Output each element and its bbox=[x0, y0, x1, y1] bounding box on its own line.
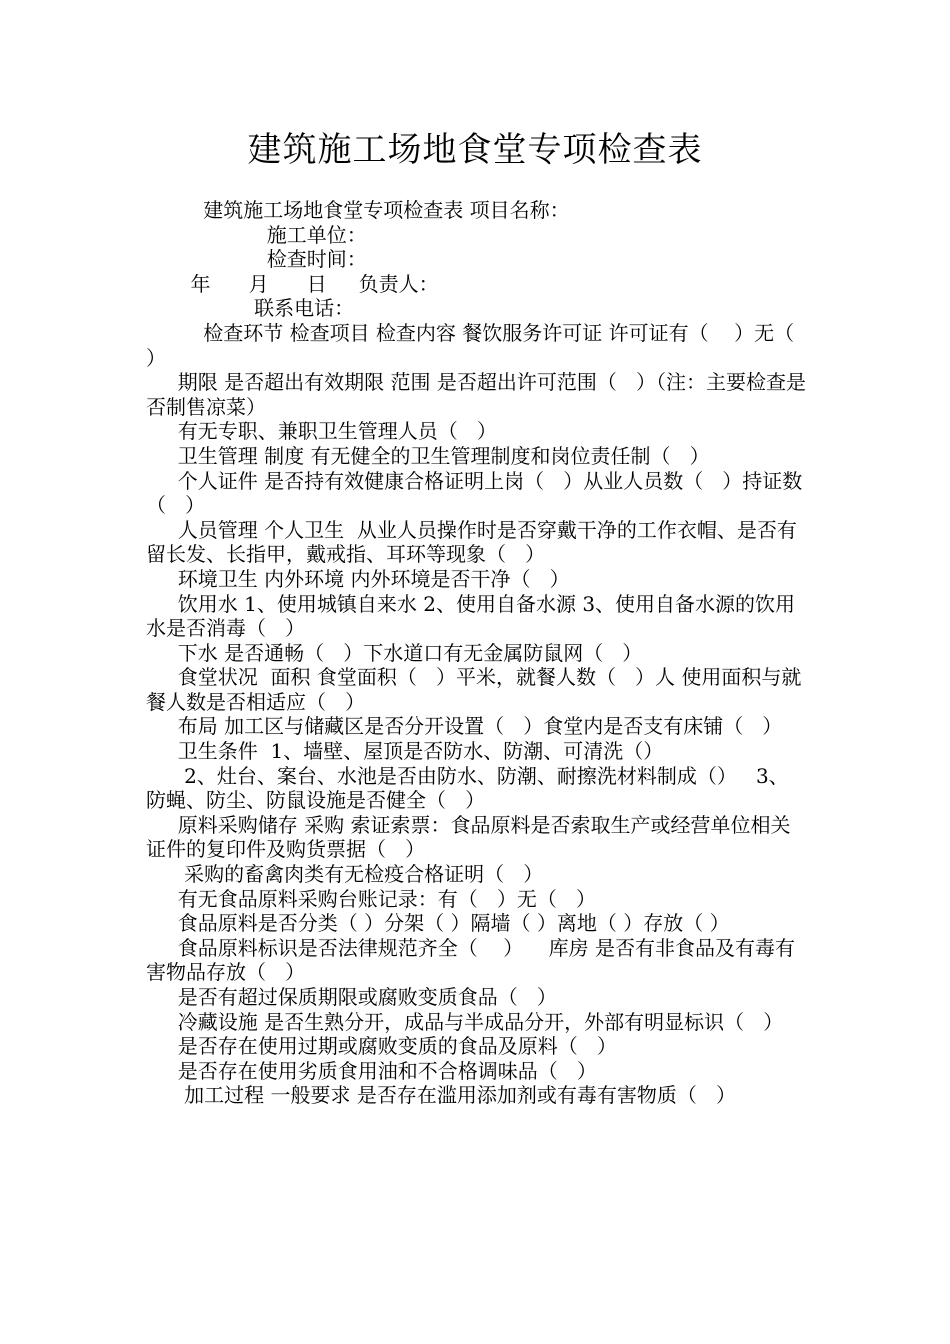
document-title: 建筑施工场地食堂专项检查表 bbox=[247, 130, 703, 170]
body-line: 卫生条件 1、墙壁、屋顶是否防水、防潮、可清洗（） bbox=[146, 739, 664, 764]
body-line: 布局 加工区与储藏区是否分开设置（ ）食堂内是否支有床铺（ ） bbox=[146, 714, 783, 739]
body-line: 年 月 日 负责人： bbox=[146, 271, 439, 296]
body-line: 是否有超过保质期限或腐败变质食品（ ） bbox=[146, 985, 557, 1009]
document-body bbox=[146, 198, 814, 1108]
body-line: 是否存在使用劣质食用油和不合格调味品（ ） bbox=[146, 1058, 597, 1083]
body-line: 检查时间： bbox=[146, 247, 367, 272]
body-line: 食品原料是否分类（ ）分架（ ）隔墙（ ）离地（ ）存放（ ） bbox=[146, 911, 730, 936]
body-line: 食堂状况 面积 食堂面积（ ）平米，就餐人数（ ）人 使用面积与就餐人数是否相适应（ ） bbox=[146, 665, 802, 714]
body-line: 人员管理 个人卫生 从业人员操作时是否穿戴干净的工作衣帽、是否有留长发、长指甲，戴戒指、耳环等现象（ ） bbox=[146, 517, 797, 567]
body-line: 采购的畜禽肉类有无检疫合格证明（ ） bbox=[146, 862, 544, 887]
body-line: 检查环节 检查项目 检查内容 餐饮服务许可证 许可证有（ ）无（ ） bbox=[146, 320, 814, 370]
body-line: 建筑施工场地食堂专项检查表 项目名称： bbox=[146, 198, 570, 222]
body-line: 有无专职、兼职卫生管理人员（ ） bbox=[146, 419, 497, 444]
body-line: 有无食品原料采购台账记录：有（ ）无（ ） bbox=[146, 886, 596, 911]
body-line: 2、灶台、案台、水池是否由防水、防潮、耐擦洗材料制成（） 3、防蝇、防尘、防鼠设施是否健全（ ） bbox=[146, 763, 789, 813]
body-line: 卫生管理 制度 有无健全的卫生管理制度和岗位责任制（ ） bbox=[146, 443, 710, 468]
body-line: 联系电话： bbox=[146, 296, 355, 321]
body-line: 环境卫生 内外环境 内外环境是否干净（ ） bbox=[146, 566, 570, 591]
body-line: 加工过程 一般要求 是否存在滥用添加剂或有毒有害物质（ ） bbox=[146, 1083, 736, 1108]
body-line: 期限 是否超出有效期限 范围 是否超出许可范围（ ）（注：主要检查是否制售凉菜） bbox=[146, 370, 806, 419]
body-line: 个人证件 是否持有效健康合格证明上岗（ ）从业人员数（ ）持证数（ ） bbox=[146, 468, 803, 518]
body-line: 食品原料标识是否法律规范齐全（ ） 库房 是否有非食品及有毒有害物品存放（ ） bbox=[146, 935, 796, 985]
body-line: 下水 是否通畅（ ）下水道口有无金属防鼠网（ ） bbox=[146, 640, 643, 665]
body-line: 原料采购储存 采购 索证索票：食品原料是否索取生产或经营单位相关证件的复印件及购货票据（ ） bbox=[146, 812, 791, 862]
body-line: 冷藏设施 是否生熟分开，成品与半成品分开，外部有明显标识（ ） bbox=[146, 1009, 784, 1034]
body-line: 是否存在使用过期或腐败变质的食品及原料（ ） bbox=[146, 1034, 617, 1059]
body-line: 施工单位： bbox=[146, 222, 367, 247]
body-line: 饮用水 1、使用城镇自来水 2、使用自备水源 3、使用自备水源的饮用水是否消毒（ ） bbox=[146, 591, 796, 641]
